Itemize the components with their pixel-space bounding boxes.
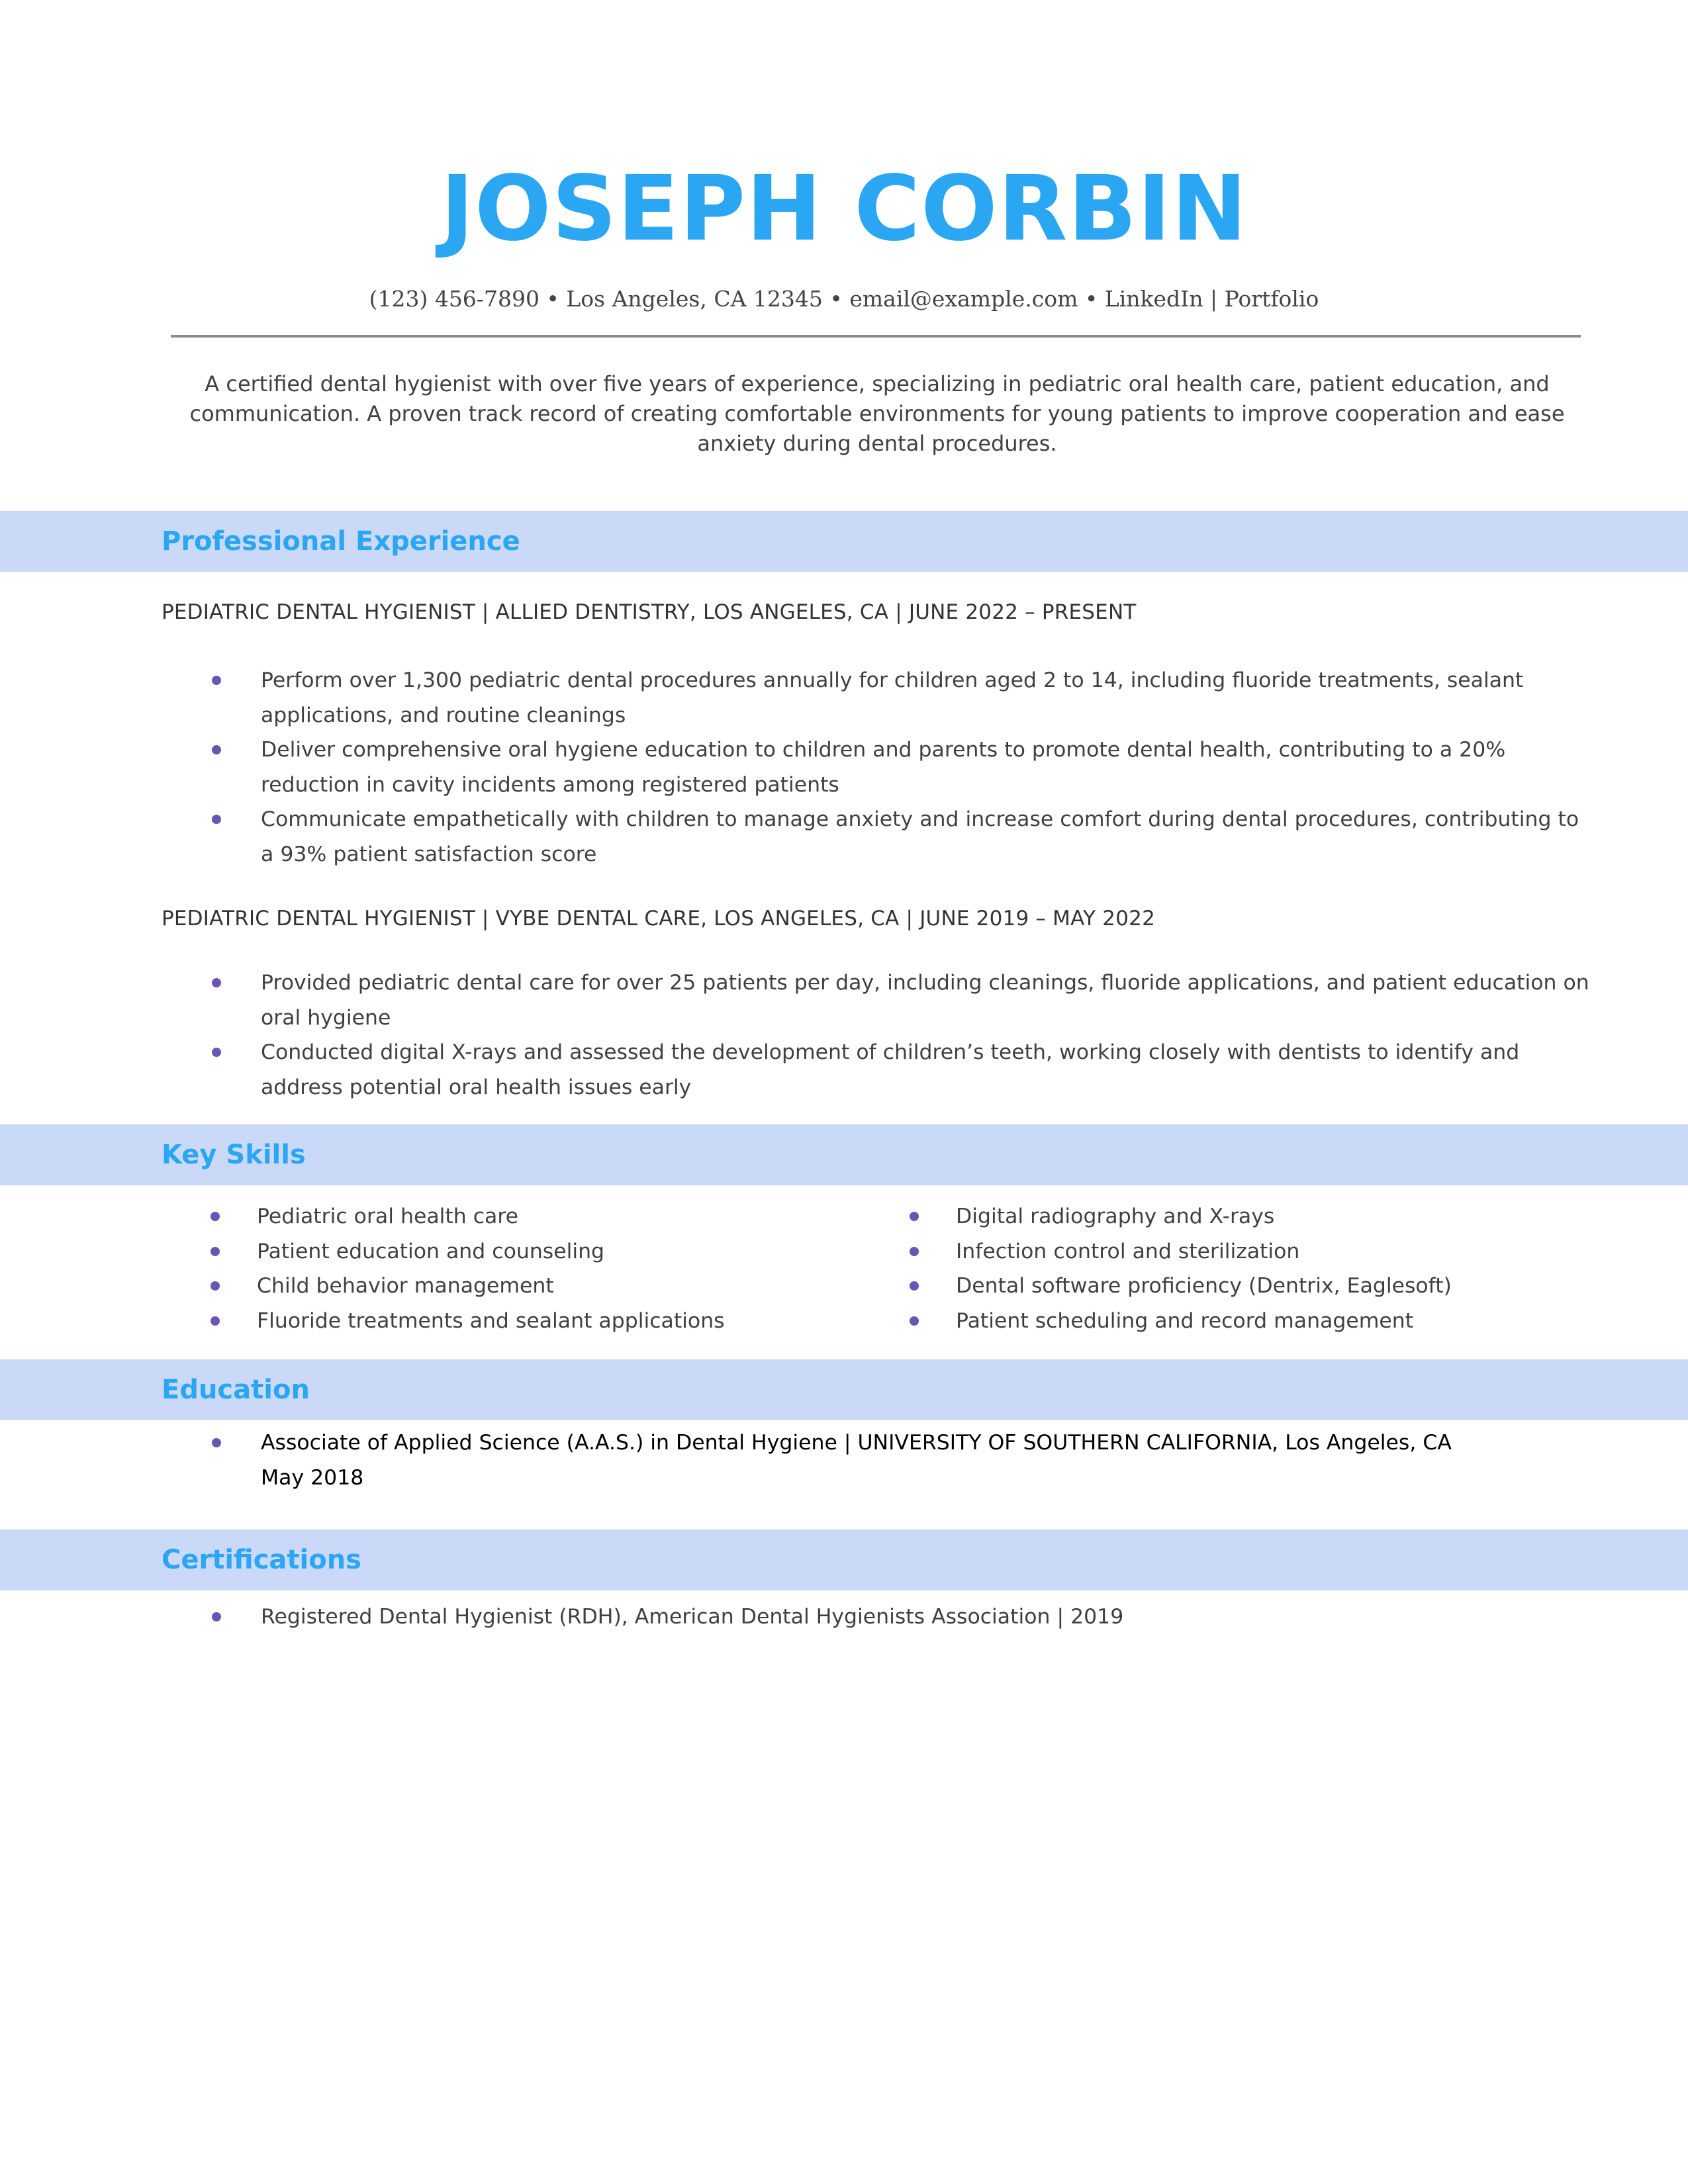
section-band-certifications xyxy=(0,1529,1688,1590)
certifications-list xyxy=(261,1600,1519,1635)
job-bullet: Communicate empathetically with children to manage anxiety and increase comfort during dental procedures, contributing to a 93% patient satisfaction score xyxy=(261,802,1591,872)
skill-item: Pediatric oral health care xyxy=(257,1199,853,1234)
education-degree: Associate of Applied Science (A.A.S.) in Dental Hygiene | UNIVERSITY OF SOUTHERN CALIFORNIA, Los Angeles, CA xyxy=(261,1431,1452,1455)
section-title-skills: Key Skills xyxy=(162,1140,306,1170)
education-date: May 2018 xyxy=(261,1465,364,1490)
job-bullets xyxy=(261,966,1591,1105)
section-title-certifications: Certifications xyxy=(162,1545,361,1575)
education-list xyxy=(261,1426,1519,1495)
skills-column-left xyxy=(257,1199,853,1338)
job-bullet: Conducted digital X-rays and assessed the development of children’s teeth, working closely with dentists to identify and address potential oral health issues early xyxy=(261,1035,1591,1105)
skill-item: Fluoride treatments and sealant applications xyxy=(257,1304,853,1339)
skill-item: Dental software proficiency (Dentrix, Eaglesoft) xyxy=(956,1269,1552,1304)
section-title-experience: Professional Experience xyxy=(162,526,520,557)
skill-item: Digital radiography and X-rays xyxy=(956,1199,1552,1234)
section-band-experience xyxy=(0,511,1688,572)
education-item xyxy=(261,1426,1519,1495)
skills-column-right xyxy=(956,1199,1552,1338)
job-bullet: Deliver comprehensive oral hygiene education to children and parents to promote dental health, contributing to a 20% reduction in cavity incidents among registered patients xyxy=(261,733,1591,802)
certification-item: Registered Dental Hygienist (RDH), American Dental Hygienists Association | 2019 xyxy=(261,1600,1519,1635)
section-band-skills xyxy=(0,1124,1688,1185)
skill-item: Patient scheduling and record management xyxy=(956,1304,1552,1339)
job-bullets xyxy=(261,663,1591,872)
skill-item: Infection control and sterilization xyxy=(956,1234,1552,1269)
header-divider xyxy=(171,335,1581,338)
job-bullet: Provided pediatric dental care for over 25 patients per day, including cleanings, fluoride applications, and patient education on oral hygiene xyxy=(261,966,1591,1035)
section-title-education: Education xyxy=(162,1375,310,1405)
skill-item: Patient education and counseling xyxy=(257,1234,853,1269)
job-heading: PEDIATRIC DENTAL HYGIENIST | ALLIED DENTISTRY, LOS ANGELES, CA | JUNE 2022 – PRESENT xyxy=(162,600,1137,624)
professional-summary: A certified dental hygienist with over five years of experience, specializing in pediatric oral health care, patient education, and communication. A proven track record of creating comfortable environments for young patients to improve cooperation and ease anxiety during dental procedures. xyxy=(189,371,1565,456)
skill-item: Child behavior management xyxy=(257,1269,853,1304)
contact-line: (123) 456-7890 • Los Angeles, CA 12345 • email@example.com • LinkedIn | Portfolio xyxy=(369,286,1319,312)
job-bullet: Perform over 1,300 pediatric dental procedures annually for children aged 2 to 14, including fluoride treatments, sealant applications, and routine cleanings xyxy=(261,663,1591,733)
candidate-name: JOSEPH CORBIN xyxy=(440,157,1248,261)
job-heading: PEDIATRIC DENTAL HYGIENIST | VYBE DENTAL CARE, LOS ANGELES, CA | JUNE 2019 – MAY 2022 xyxy=(162,907,1156,931)
section-band-education xyxy=(0,1359,1688,1420)
